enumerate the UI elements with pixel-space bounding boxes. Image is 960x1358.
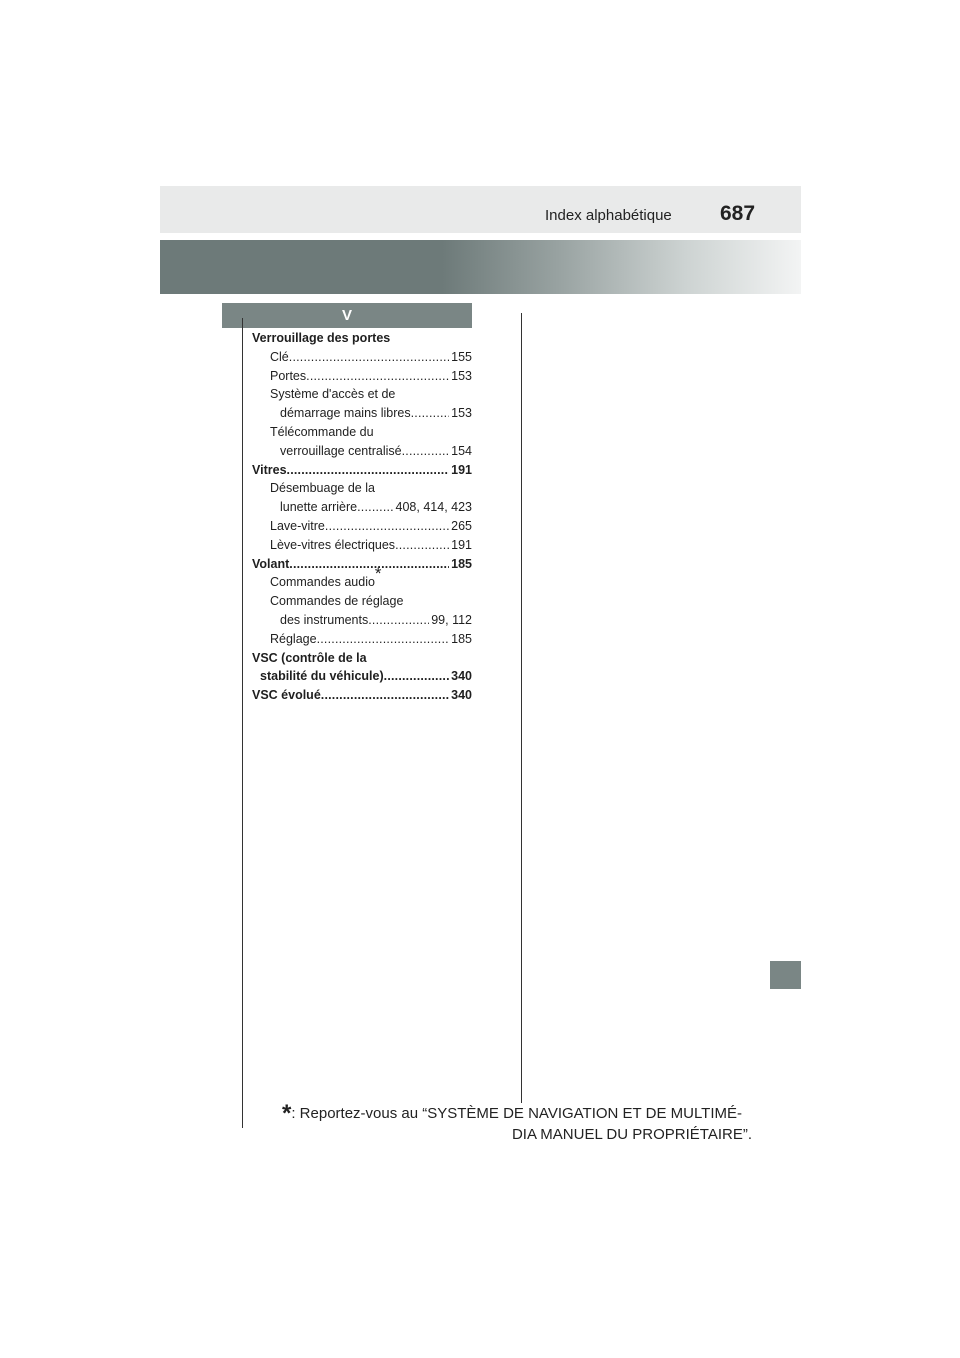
column-divider-middle [521, 313, 522, 1103]
index-entry: Réglage ..... 185 [252, 630, 472, 649]
footnote [282, 1100, 752, 1145]
column-divider-left [242, 318, 243, 1128]
footnote-text-line2: DIA MANUEL DU PROPRIÉTAIRE”. [511, 1126, 752, 1143]
index-entry: Portes ..... 153 [252, 367, 472, 386]
index-entry: VSC (contrôle de la [252, 650, 367, 665]
index-entry: Désembuage de la [270, 481, 375, 496]
page-title: Index alphabétique [545, 207, 672, 224]
index-entry: verrouillage centralisé ..... 154 [252, 442, 472, 461]
index-entry: Commandes de réglage [270, 594, 404, 609]
index-entry: Télécommande du [270, 424, 374, 439]
chapter-tab [770, 961, 801, 989]
header-bar [160, 186, 801, 233]
index-entry: démarrage mains libres ..... 153 [252, 404, 472, 423]
index-entry: Vitres ..... 191 [252, 461, 472, 480]
index-list [252, 329, 472, 705]
index-entry: Clé ..... 155 [252, 348, 472, 367]
section-letter-header: V [222, 303, 472, 328]
index-entry: Verrouillage des portes [252, 331, 391, 345]
index-entry: Système d'accès et de [270, 387, 396, 402]
index-entry: Commandes audio * [252, 573, 472, 592]
index-entry: VSC évolué ..... 340 [252, 686, 472, 705]
index-entry: lunette arrière ..... 408, 414, 423 [252, 498, 472, 517]
decorative-band [160, 240, 801, 294]
index-entry: stabilité du véhicule) ..... 340 [252, 667, 472, 686]
footnote-star-icon: * [374, 564, 382, 584]
footnote-star-icon: * [282, 1100, 292, 1127]
index-entry: Lève-vitres électriques ..... 191 [252, 536, 472, 555]
page-number: 687 [720, 202, 756, 225]
index-entry: Lave-vitre ..... 265 [252, 517, 472, 536]
footnote-text-line1: : Reportez-vous au “SYSTÈME DE NAVIGATION ET DE MULTIMÉ- [291, 1105, 742, 1122]
index-entry: Volant ..... 185 [252, 555, 472, 574]
index-entry: des instruments ..... 99, 112 [252, 611, 472, 630]
